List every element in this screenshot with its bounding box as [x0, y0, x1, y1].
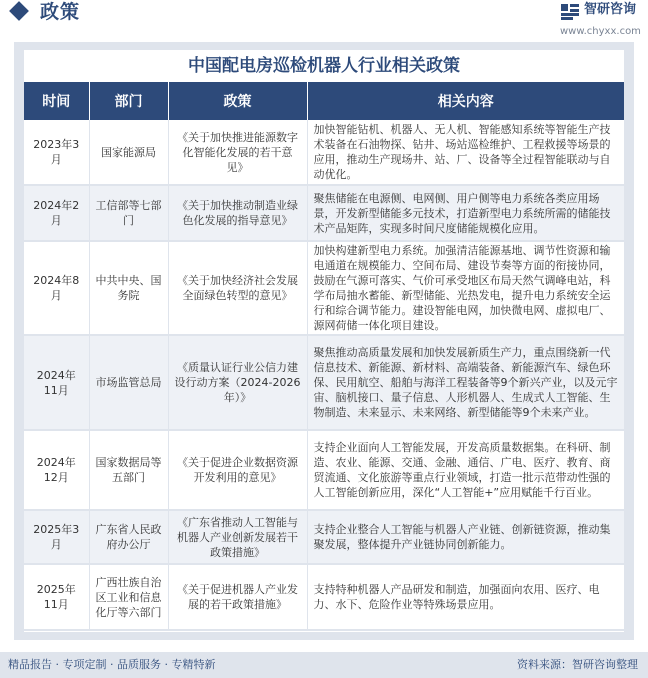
cell-policy: 《关于加快经济社会发展全面绿色转型的意见》 — [168, 241, 307, 335]
cell-content: 支持特种机器人产品研发和制造，加强面向农用、医疗、电力、水下、危险作业等特殊场景应用。 — [307, 564, 624, 630]
cell-time: 2025年11月 — [24, 564, 89, 630]
site-url: www.chyxx.com — [560, 26, 641, 37]
cell-policy: 《关于加快推进能源数字化智能化发展的若干意见》 — [168, 120, 307, 185]
page-title: 政策 — [40, 1, 81, 23]
cell-policy: 《关于促进企业数据资源开发利用的意见》 — [168, 430, 307, 510]
column-header-policy: 政策 — [168, 82, 307, 120]
cell-content: 支持企业面向人工智能发展，开发高质量数据集。在科研、制造、农业、能源、交通、金融、通信、广电、医疗、教育、商贸流通、文化旅游等重点行业领域，打造一批示范带动性强的人工智能创新应用，深化“人工智能+”应用赋能千行百业。 — [307, 430, 624, 510]
footer-slogan: 精品报告 · 专项定制 · 品质服务 · 专精特新 — [8, 658, 216, 671]
footer-source: 资料来源：智研咨询整理 — [517, 658, 638, 671]
page-footer — [0, 652, 648, 678]
column-header-time: 时间 — [24, 82, 89, 120]
table-row — [24, 120, 624, 185]
cell-time: 2025年3月 — [24, 510, 89, 564]
cell-time: 2023年3月 — [24, 120, 89, 185]
table-title: 中国配电房巡检机器人行业相关政策 — [188, 56, 460, 76]
cell-time: 2024年12月 — [24, 430, 89, 510]
cell-dept: 中共中央、国务院 — [89, 241, 168, 335]
cell-dept: 广东省人民政府办公厅 — [89, 510, 168, 564]
cell-policy: 《广东省推动人工智能与机器人产业创新发展若干政策措施》 — [168, 510, 307, 564]
table-row — [24, 185, 624, 241]
cell-content: 加快智能钻机、机器人、无人机、智能感知系统等智能生产技术装备在石油物探、钻井、场站巡检维护、工程救援等场景的应用，推动生产现场井、站、厂、设备等全过程智能联动与自动优化。 — [307, 120, 624, 185]
cell-content: 聚焦推动高质量发展和加快发展新质生产力，重点围绕新一代信息技术、新能源、新材料、高端装备、新能源汽车、绿色环保、民用航空、船舶与海洋工程装备等9个新兴产业，以及元宇宙、脑机接口、量子信息、人形机器人、生成式人工智能、生物制造、未来显示、未来网络、新型储能等9个未来产业。 — [307, 335, 624, 430]
cell-content: 加快构建新型电力系统。加强清洁能源基地、调节性资源和输电通道在规模能力、空间布局、建设节奏等方面的衔接协同，鼓励在气源可落实、气价可承受地区布局天然气调峰电站，科学布局抽水蓄能、新型储能、光热发电，提升电力系统安全运行和综合调节能力。建设智能电网，加快微电网、虚拟电厂、源网荷储一体化项目建设。 — [307, 241, 624, 335]
table-row — [24, 241, 624, 335]
table-header-row — [24, 82, 624, 120]
policy-table — [24, 82, 624, 631]
cell-time: 2024年2月 — [24, 185, 89, 241]
table-row — [24, 335, 624, 430]
cell-dept: 广西壮族自治区工业和信息化厅等六部门 — [89, 564, 168, 630]
cell-dept: 市场监管总局 — [89, 335, 168, 430]
diamond-icon — [9, 1, 29, 21]
table-row — [24, 510, 624, 564]
cell-policy: 《关于加快推动制造业绿色化发展的指导意见》 — [168, 185, 307, 241]
cell-policy: 《关于促进机器人产业发展的若干政策措施》 — [168, 564, 307, 630]
table-row — [24, 564, 624, 630]
brand-logo-icon — [561, 4, 579, 20]
cell-time: 2024年11月 — [24, 335, 89, 430]
page-header — [0, 0, 648, 24]
brand-name: 智研咨询 — [584, 2, 637, 17]
cell-dept: 工信部等七部门 — [89, 185, 168, 241]
column-header-content: 相关内容 — [307, 82, 624, 120]
cell-content: 支持企业整合人工智能与机器人产业链、创新链资源，推动集聚发展，整体提升产业链协同创新能力。 — [307, 510, 624, 564]
cell-time: 2024年8月 — [24, 241, 89, 335]
cell-dept: 国家能源局 — [89, 120, 168, 185]
column-header-dept: 部门 — [89, 82, 168, 120]
cell-content: 聚焦储能在电源侧、电网侧、用户侧等电力系统各类应用场景，开发新型储能多元技术，打造新型电力系统所需的储能技术产品矩阵，实现多时间尺度储能规模化应用。 — [307, 185, 624, 241]
cell-dept: 国家数据局等五部门 — [89, 430, 168, 510]
cell-policy: 《质量认证行业公信力建设行动方案（2024-2026年）》 — [168, 335, 307, 430]
table-row — [24, 430, 624, 510]
